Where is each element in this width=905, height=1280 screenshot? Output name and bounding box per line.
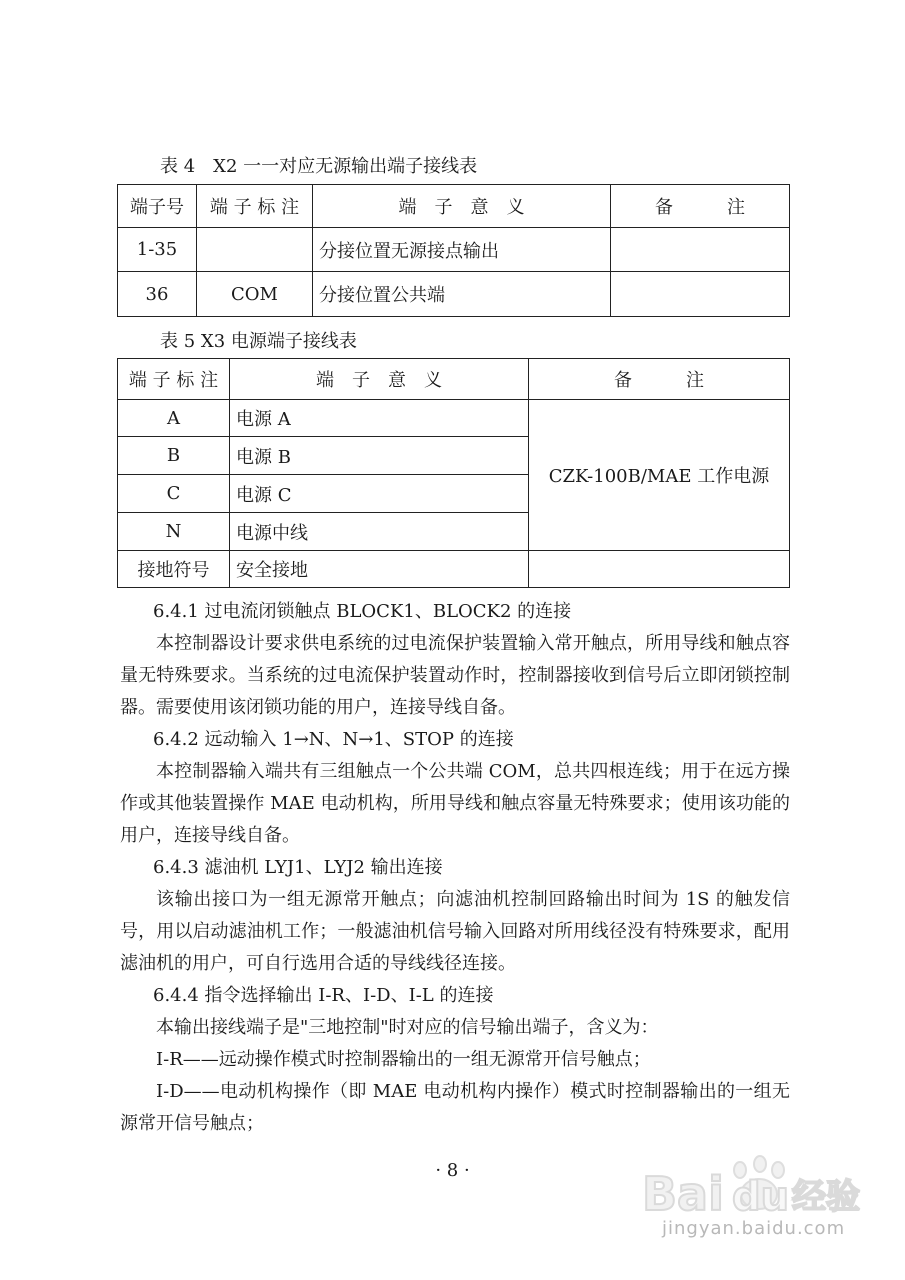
table-cell: N [118,513,230,551]
section-body: 本控制器输入端共有三组触点一个公共端 COM，总共四根连线；用于在远方操作或其他装置操作 MAE 电动机构，所用导线和触点容量无特殊要求；使用该功能的用户，连接导线自备。 [120,761,790,846]
table-cell: 接地符号 [118,551,230,588]
watermark-url: jingyan.baidu.com [662,1218,846,1239]
table5 [117,358,790,588]
table-cell [529,551,790,588]
table-cell: COM [197,272,313,317]
list-item: I-R——远动操作模式时控制器输出的一组无源常开信号触点； [156,1049,651,1070]
section-body: 本输出接线端子是"三地控制"时对应的信号输出端子，含义为： [156,1017,659,1038]
table5-header-row [118,359,790,400]
table4-header-cell: 备 注 [611,185,790,228]
table4-caption: 表 4 X2 一一对应无源输出端子接线表 [160,156,478,177]
table5-header-cell: 端 子 意 义 [230,359,529,400]
section-body: 该输出接口为一组无源常开触点；向滤油机控制回路输出时间为 1S 的触发信号，用以启动滤油机工作；一般滤油机信号输入回路对所用线径没有特殊要求，配用滤油机的用户，可自行选用合适的导线线径连接。 [120,889,790,974]
table-cell: 36 [118,272,197,317]
svg-text:经验: 经验 [792,1177,860,1217]
table5-header-cell: 端 子 标 注 [118,359,230,400]
section-heading: 6.4.3 滤油机 LYJ1、LYJ2 输出连接 [153,857,443,878]
section-body: 本控制器设计要求供电系统的过电流保护装置输入常开触点，所用导线和触点容量无特殊要求。当系统的过电流保护装置动作时，控制器接收到信号后立即闭锁控制器。需要使用该闭锁功能的用户，连接导线自备。 [120,633,790,718]
table-cell: 安全接地 [230,551,529,588]
table-cell: 分接位置无源接点输出 [313,228,611,272]
table5-header-cell: 备 注 [529,359,790,400]
table4-header-row [118,185,790,228]
svg-text:du: du [732,1174,790,1220]
table-row [118,228,790,272]
section-heading: 6.4.4 指令选择输出 I-R、I-D、I-L 的连接 [153,985,494,1006]
svg-text:Bai: Bai [642,1167,724,1221]
list-item: I-D——电动机构操作（即 MAE 电动机构内操作）模式时控制器输出的一组无源常开信号触点； [120,1081,790,1134]
table-cell: C [118,475,230,513]
table-cell: 电源中线 [230,513,529,551]
table-cell: 电源 B [230,437,529,475]
table4-header-cell: 端 子 意 义 [313,185,611,228]
table4-header-cell: 端 子 标 注 [197,185,313,228]
table-cell: 分接位置公共端 [313,272,611,317]
table-cell: 1-35 [118,228,197,272]
table-cell: 电源 C [230,475,529,513]
table4-header-cell: 端子号 [118,185,197,228]
table-cell [611,228,790,272]
table5-merged-note: CZK-100B/MAE 工作电源 [529,400,790,551]
table-row [118,400,790,437]
table-cell: A [118,400,230,437]
section-heading: 6.4.1 过电流闭锁触点 BLOCK1、BLOCK2 的连接 [153,601,572,622]
page-number: · 8 · [435,1160,470,1181]
table-cell: B [118,437,230,475]
table-row [118,272,790,317]
table5-caption: 表 5 X3 电源端子接线表 [160,331,357,352]
table-cell [197,228,313,272]
table-cell [611,272,790,317]
table4 [117,184,790,317]
section-heading: 6.4.2 远动输入 1→N、N→1、STOP 的连接 [153,729,514,750]
table-row [118,551,790,588]
baidu-jingyan-watermark-logo [620,1140,890,1260]
table-cell: 电源 A [230,400,529,437]
